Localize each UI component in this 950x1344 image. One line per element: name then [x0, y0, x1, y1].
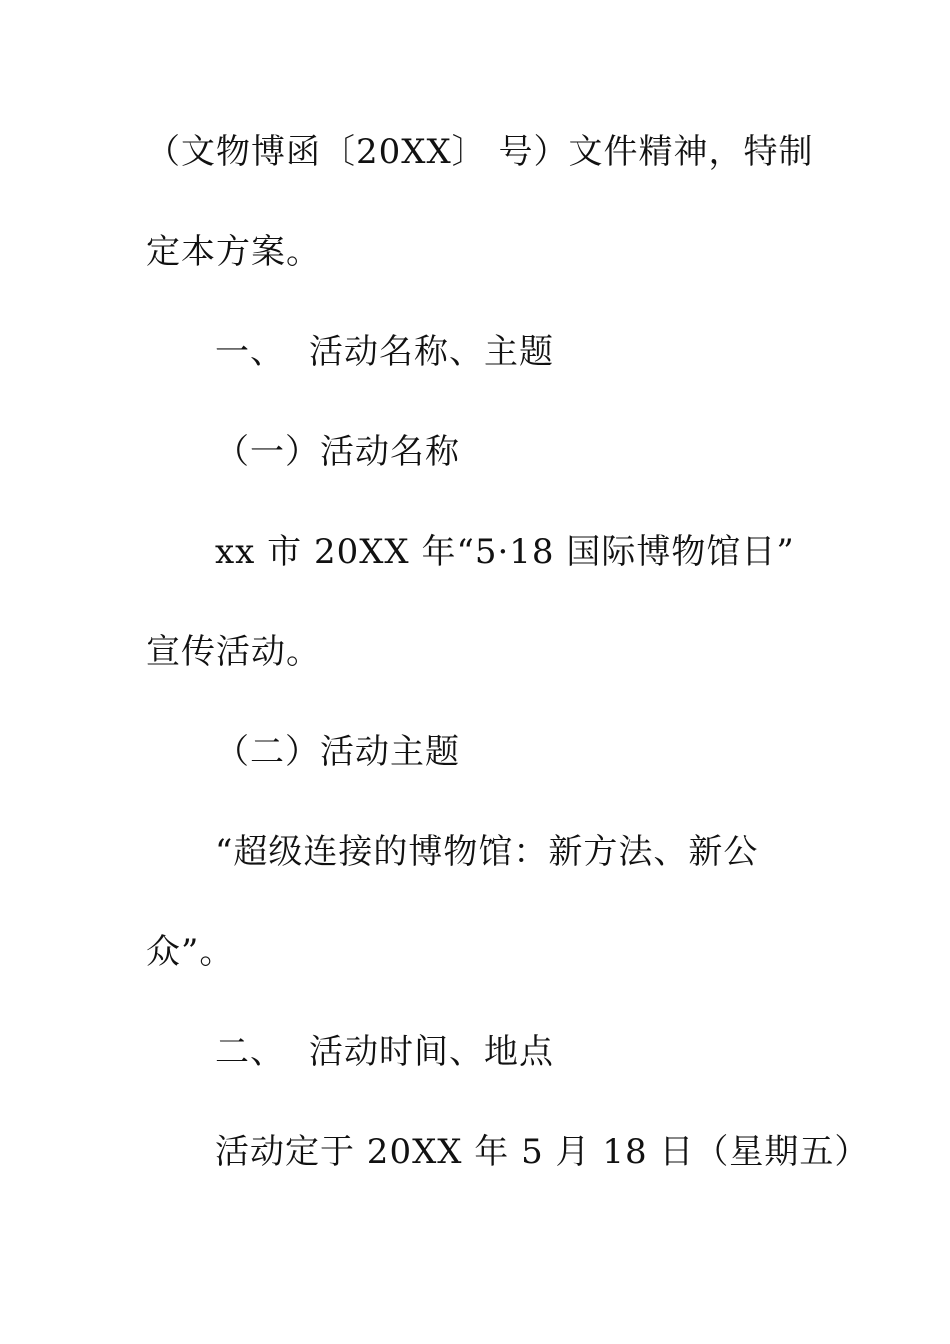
subsection-heading-2: （二）活动主题 [215, 732, 460, 772]
paragraph-line-2: 定本方案。 [146, 232, 321, 272]
paragraph-line-1: （文物博函〔20XX〕 号）文件精神，特制 [146, 132, 814, 172]
section-title-2: 活动时间、地点 [309, 1032, 554, 1072]
section-heading-1 [215, 332, 554, 372]
paragraph-line-4: 宣传活动。 [146, 632, 321, 672]
subsection-heading-1: （一）活动名称 [215, 432, 460, 472]
paragraph-line-3: xx 市 20XX 年“5·18 国际博物馆日” [215, 532, 795, 572]
section-title-1: 活动名称、主题 [309, 332, 554, 372]
section-number-1: 一、 [215, 332, 285, 372]
section-heading-2 [215, 1032, 554, 1072]
paragraph-line-6: 众”。 [146, 932, 235, 972]
paragraph-line-5: “超级连接的博物馆：新方法、新公 [215, 832, 759, 872]
paragraph-line-7: 活动定于 20XX 年 5 月 18 日（星期五） [215, 1132, 870, 1172]
section-number-2: 二、 [215, 1032, 285, 1072]
